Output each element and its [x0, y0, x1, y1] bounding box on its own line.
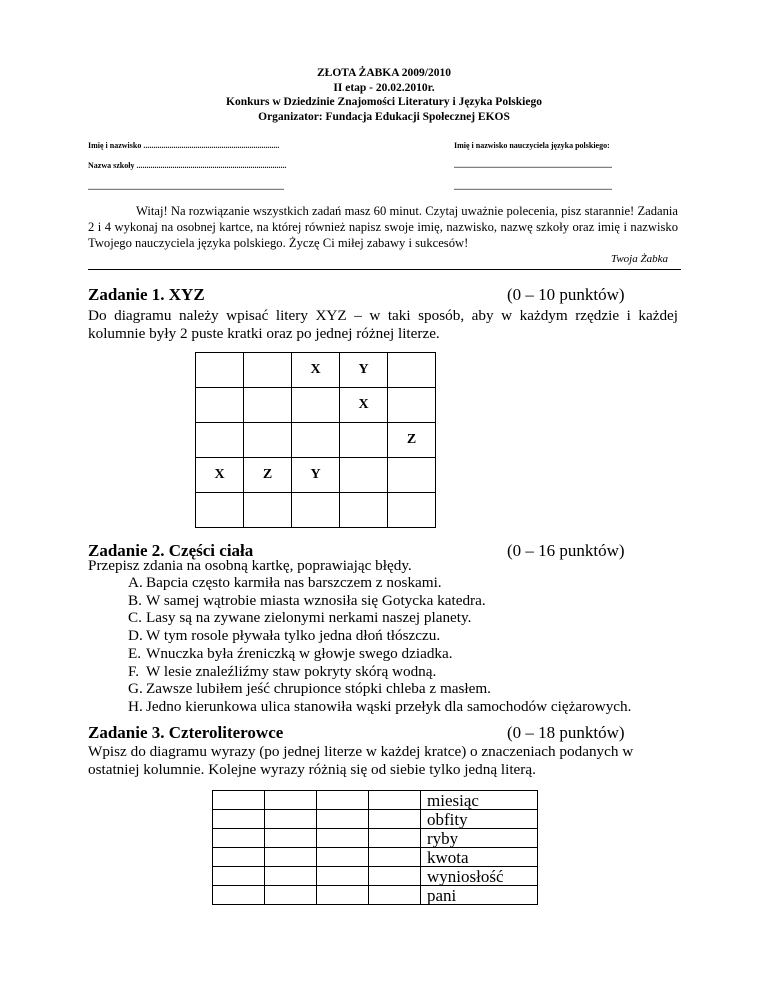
- xyz-grid-row: [196, 353, 436, 388]
- xyz-grid-cell[interactable]: [196, 423, 244, 458]
- letter-cell[interactable]: [317, 867, 369, 886]
- letter-cell[interactable]: [265, 791, 317, 810]
- sentences-list: [122, 574, 631, 716]
- xyz-grid-cell[interactable]: [340, 493, 388, 528]
- xyz-grid-cell[interactable]: [388, 353, 436, 388]
- xyz-grid-cell[interactable]: [292, 493, 340, 528]
- teacher-field-label: Imię i nazwisko nauczyciela języka polskiego:: [454, 141, 610, 150]
- sentence-text: W tym rosole pływała tylko jedna dłoń tłószczu.: [146, 627, 441, 645]
- letter-cell[interactable]: [265, 829, 317, 848]
- sentence-text: Jedno kierunkowa ulica stanowiła wąski przełyk dla samochodów ciężarowych.: [146, 697, 632, 715]
- xyz-grid-row: [196, 423, 436, 458]
- sentence-text: W lesie znaleźliźmy staw pokryty skórą wodną.: [146, 662, 437, 680]
- letter-cell[interactable]: [369, 867, 421, 886]
- letter-cell[interactable]: [317, 791, 369, 810]
- letter-cell[interactable]: [213, 829, 265, 848]
- sentence-marker: A.: [128, 574, 143, 591]
- organizer: Organizator: Fundacja Edukacji Społecznej EKOS: [258, 110, 510, 123]
- sentence-marker: H.: [128, 697, 143, 715]
- task3-points: (0 – 18 punktów): [507, 723, 625, 742]
- sentence-item: [122, 574, 631, 592]
- xyz-grid-row: [196, 493, 436, 528]
- teacher-field-line2[interactable]: ...............................................................................: [454, 183, 612, 192]
- letter-cell[interactable]: [265, 848, 317, 867]
- sentence-text: Zawsze lubiłem jeść chrupionce stópki chleba z masłem.: [146, 680, 491, 698]
- sentence-marker: D.: [128, 627, 143, 645]
- letter-cell[interactable]: [265, 867, 317, 886]
- letter-cell[interactable]: [213, 848, 265, 867]
- xyz-grid-cell[interactable]: [292, 388, 340, 423]
- task1-description: Do diagramu należy wpisać litery XYZ – w taki sposób, aby w każdym rzędzie i każdej kolumnie były 2 puste kratki oraz po jednej różnej literze.: [88, 307, 678, 342]
- letter-cell[interactable]: [369, 829, 421, 848]
- sentence-item: [122, 609, 631, 627]
- letter-cell[interactable]: [213, 810, 265, 829]
- letter-cell[interactable]: [213, 886, 265, 905]
- sentence-item: [122, 698, 631, 716]
- sentence-text: Lasy są na zywane zielonymi nerkami naszej planety.: [146, 609, 472, 627]
- letter-cell[interactable]: [317, 886, 369, 905]
- sentence-text: Wnuczka była źreniczką w głowje swego dziadka.: [146, 644, 453, 662]
- xyz-grid-cell[interactable]: [244, 353, 292, 388]
- word-grid-row: [213, 829, 538, 848]
- document-header: [0, 66, 768, 124]
- word-grid-row: [213, 867, 538, 886]
- clue-cell: wyniosłość: [421, 867, 538, 886]
- clue-cell: obfity: [421, 810, 538, 829]
- xyz-grid-cell[interactable]: [292, 423, 340, 458]
- task1-title: Zadanie 1. XYZ: [88, 285, 205, 304]
- xyz-grid-cell[interactable]: [388, 493, 436, 528]
- xyz-grid-cell[interactable]: Y: [292, 458, 340, 493]
- name-field[interactable]: Imię i nazwisko ....................................................................: [88, 141, 280, 150]
- task3-description: Wpisz do diagramu wyrazy (po jednej literze w każdej kratce) o znaczeniach podanych w ostatniej kolumnie. Kolejne wyrazy różnią się od siebie tylko jedną literą.: [88, 743, 634, 778]
- letter-cell[interactable]: [369, 848, 421, 867]
- clue-cell: pani: [421, 886, 538, 905]
- xyz-grid-row: [196, 458, 436, 493]
- letter-cell[interactable]: [317, 829, 369, 848]
- xyz-grid-cell[interactable]: [244, 423, 292, 458]
- letter-cell[interactable]: [265, 886, 317, 905]
- sentence-marker: G.: [128, 680, 143, 698]
- xyz-grid-cell[interactable]: X: [196, 458, 244, 493]
- letter-cell[interactable]: [213, 867, 265, 886]
- sentence-text: W samej wątrobie miasta wznosiła się Gotycka katedra.: [146, 591, 486, 609]
- intro-paragraph: [88, 203, 678, 251]
- stage-date: II etap - 20.02.2010r.: [333, 81, 435, 94]
- school-field-line2[interactable]: ..................................................................................................: [88, 183, 284, 192]
- xyz-grid-cell[interactable]: [388, 458, 436, 493]
- xyz-grid-cell[interactable]: [196, 388, 244, 423]
- xyz-grid-cell[interactable]: [340, 423, 388, 458]
- letter-cell[interactable]: [265, 810, 317, 829]
- word-grid-row: [213, 886, 538, 905]
- xyz-grid-cell[interactable]: [340, 458, 388, 493]
- xyz-grid-cell[interactable]: X: [340, 388, 388, 423]
- letter-cell[interactable]: [369, 810, 421, 829]
- xyz-grid-cell[interactable]: [196, 353, 244, 388]
- sentence-item: [122, 663, 631, 681]
- contest-name: Konkurs w Dziedzinie Znajomości Literatury i Języka Polskiego: [226, 96, 542, 108]
- teacher-name-field[interactable]: ...............................................................................: [454, 161, 612, 170]
- sentence-marker: F.: [128, 662, 140, 680]
- sentence-marker: B.: [128, 591, 142, 609]
- xyz-grid-cell[interactable]: [196, 493, 244, 528]
- sentence-item: [122, 592, 631, 610]
- xyz-grid-cell[interactable]: [244, 388, 292, 423]
- clue-cell: ryby: [421, 829, 538, 848]
- xyz-grid-cell[interactable]: X: [292, 353, 340, 388]
- contest-title: ZŁOTA ŻABKA 2009/2010: [317, 67, 451, 79]
- xyz-grid-row: [196, 388, 436, 423]
- word-grid-row: [213, 791, 538, 810]
- xyz-grid-cell[interactable]: Z: [244, 458, 292, 493]
- header-divider: [88, 269, 681, 270]
- xyz-grid-cell[interactable]: Z: [388, 423, 436, 458]
- xyz-grid: [195, 352, 436, 528]
- letter-cell[interactable]: [213, 791, 265, 810]
- sentence-text: Bapcia często karmiła nas barszczem z noskami.: [146, 574, 442, 591]
- signature: Twoja Żabka: [611, 253, 668, 265]
- letter-cell[interactable]: [369, 886, 421, 905]
- clue-cell: miesiąc: [421, 791, 538, 810]
- clue-cell: kwota: [421, 848, 538, 867]
- school-field[interactable]: Nazwa szkoły ...........................................................................: [88, 161, 287, 170]
- sentence-marker: E.: [128, 644, 142, 662]
- task2-title: Zadanie 2. Części ciała: [88, 541, 254, 560]
- sentence-marker: C.: [128, 609, 142, 627]
- task2-points: (0 – 16 punktów): [507, 541, 625, 560]
- intro-text: Witaj! Na rozwiązanie wszystkich zadań masz 60 minut. Czytaj uważnie polecenia, pisz starannie! Zadania 2 i 4 wykonaj na osobnej kartce, na której również napisz swoje imię, nazwisko, nazwę szkoły oraz imię i nazwisko Twojego nauczyciela języka polskiego. Życzę Ci miłej zabawy i sukcesów!: [88, 204, 678, 250]
- sentence-item: [122, 645, 631, 663]
- word-grid: [212, 790, 538, 905]
- xyz-grid-cell[interactable]: Y: [340, 353, 388, 388]
- xyz-grid-cell[interactable]: [388, 388, 436, 423]
- letter-cell[interactable]: [369, 791, 421, 810]
- sentence-item: [122, 627, 631, 645]
- task2-description: Przepisz zdania na osobną kartkę, poprawiając błędy.: [88, 557, 412, 574]
- word-grid-row: [213, 810, 538, 829]
- word-grid-row: [213, 848, 538, 867]
- letter-cell[interactable]: [317, 848, 369, 867]
- xyz-grid-cell[interactable]: [244, 493, 292, 528]
- task1-points: (0 – 10 punktów): [507, 285, 625, 304]
- task3-title: Zadanie 3. Czteroliterowce: [88, 723, 284, 742]
- sentence-item: [122, 680, 631, 698]
- letter-cell[interactable]: [317, 810, 369, 829]
